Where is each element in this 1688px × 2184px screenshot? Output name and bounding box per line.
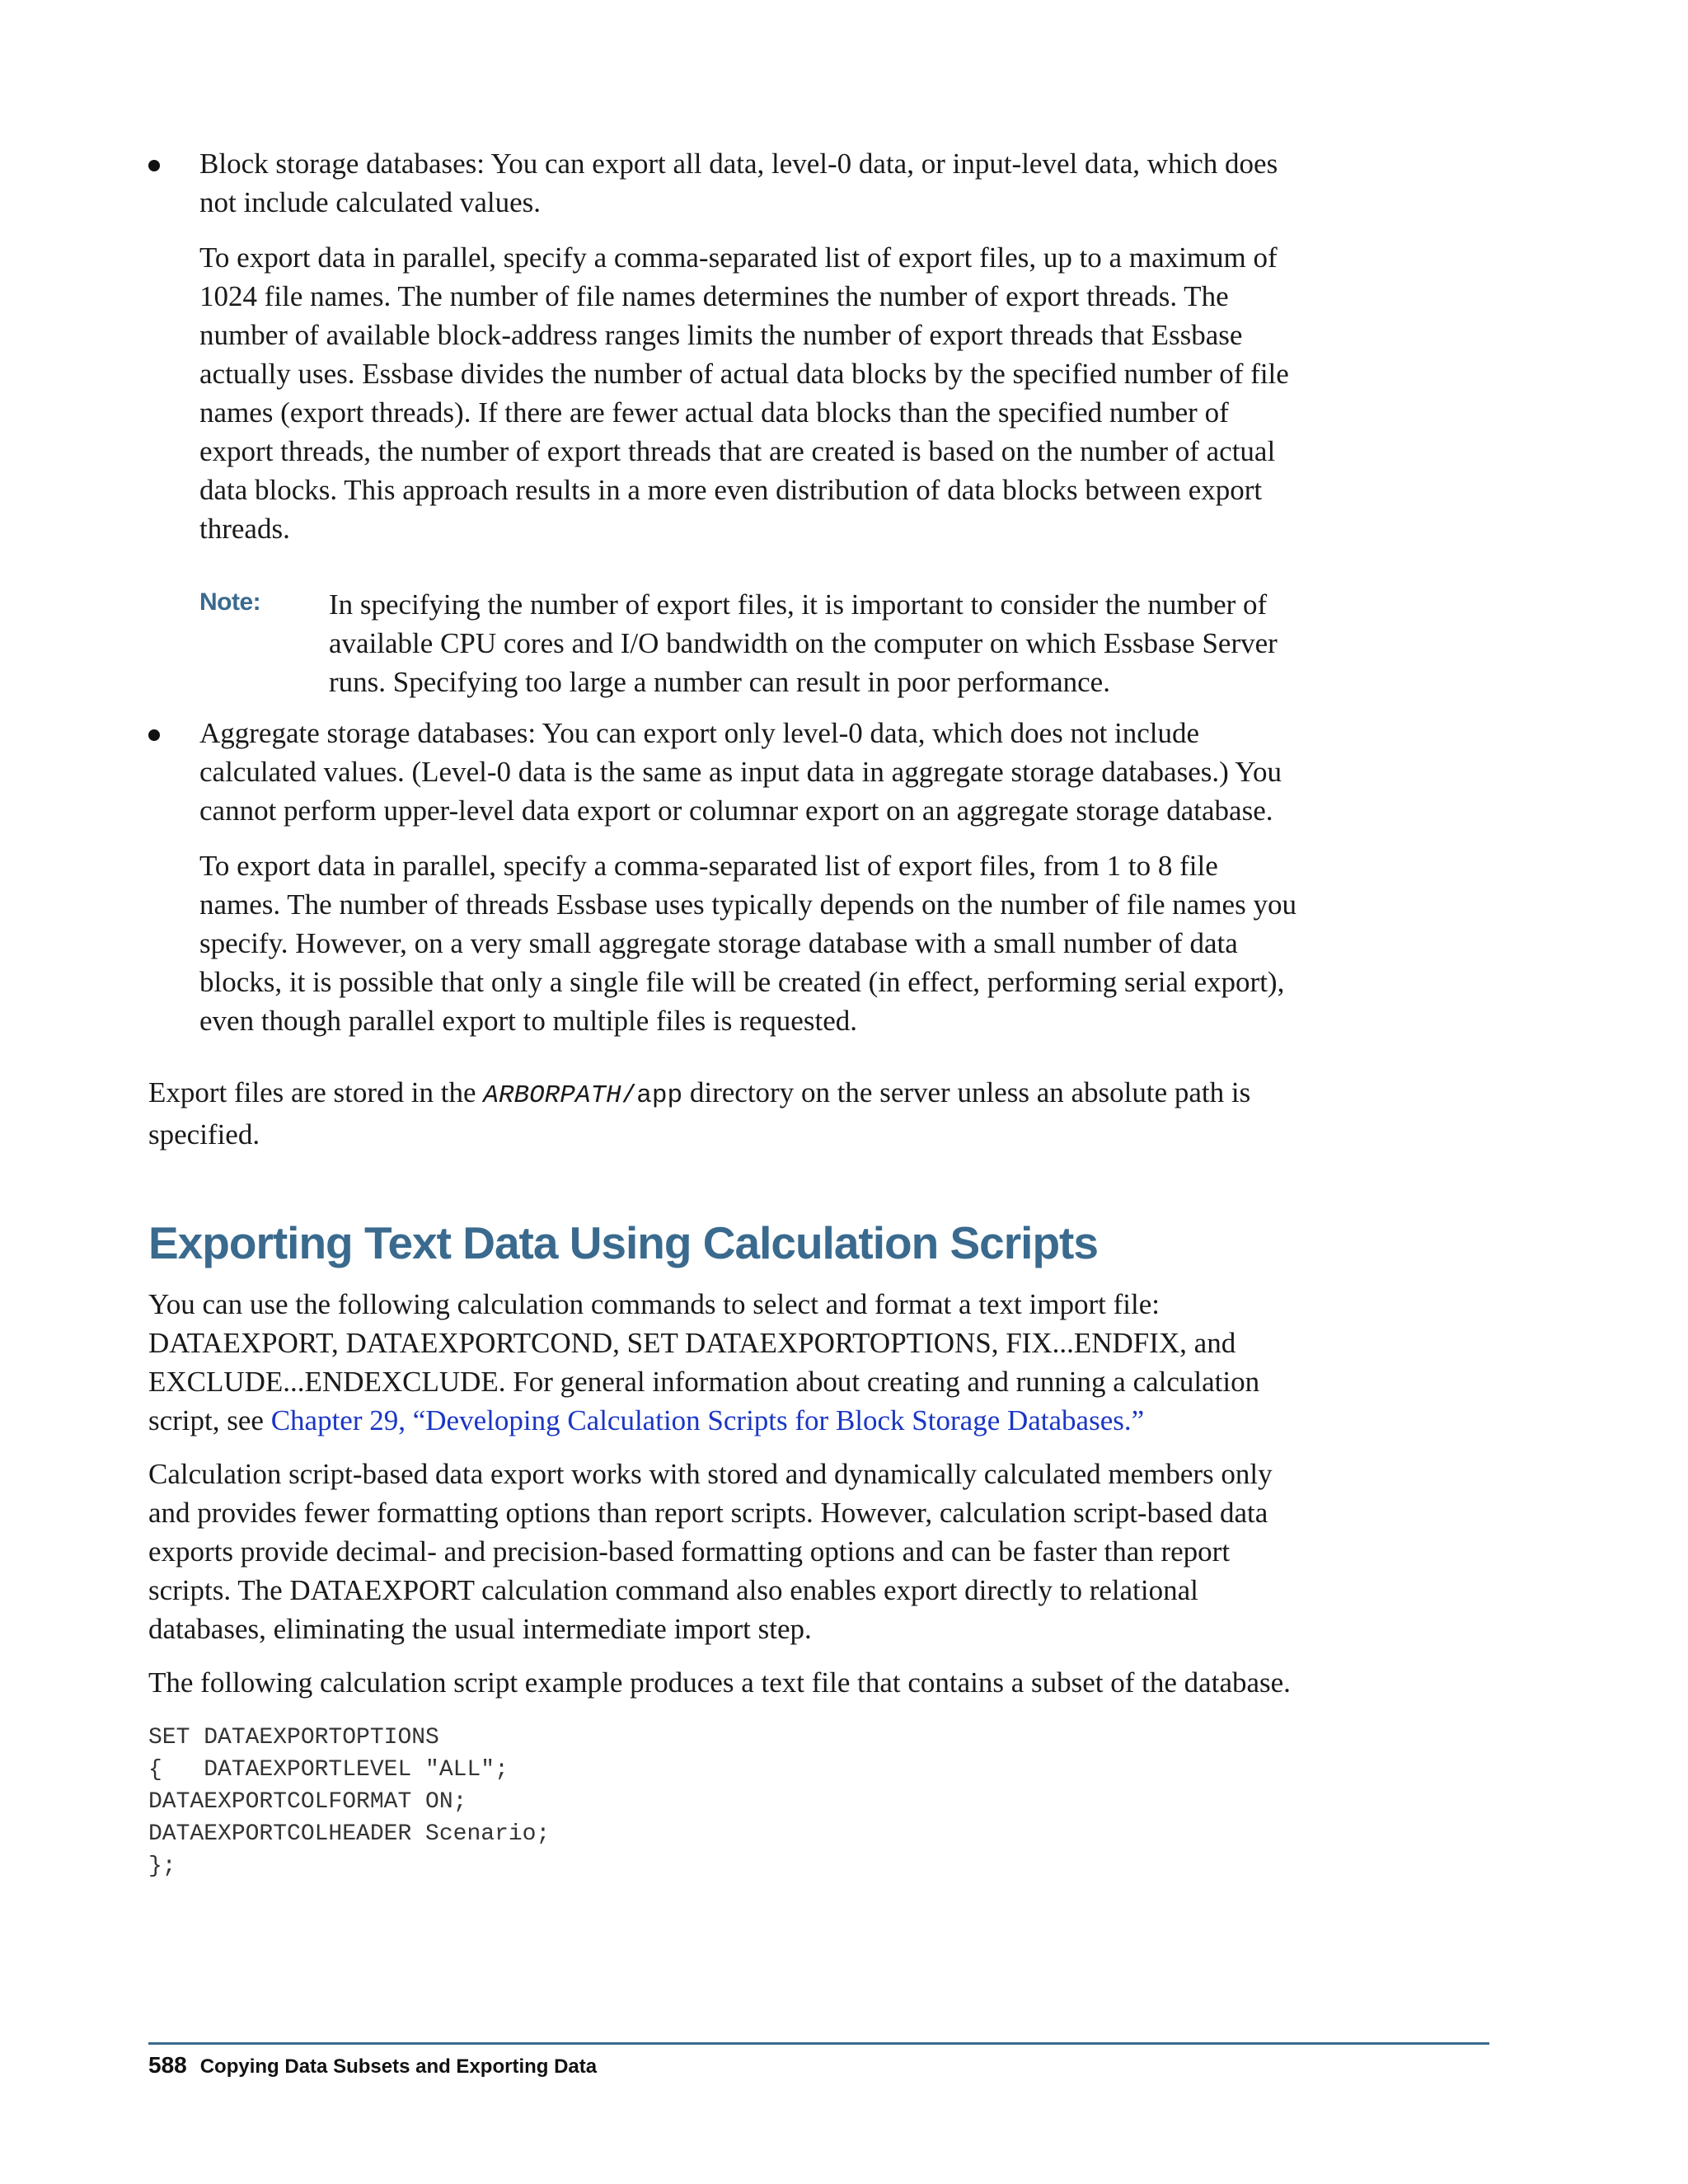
- footer-divider: [148, 2042, 1489, 2045]
- export-files-text-after: directory on the server unless an absolute path is specified.: [148, 1076, 1251, 1151]
- page-number: 588: [148, 2052, 187, 2078]
- bullet-icon: [148, 160, 160, 171]
- chapter-29-link[interactable]: Chapter 29, “Developing Calculation Scripts for Block Storage Databases.”: [270, 1404, 1145, 1436]
- bullet-item-block-storage: [148, 144, 1302, 548]
- export-path-rest: /app: [621, 1081, 683, 1110]
- export-files-paragraph: [148, 1073, 1302, 1154]
- bullet-paragraph: To export data in parallel, specify a comma-separated list of export files, from 1 to 8 file names. The number of threads Essbase uses typically depends on the number of file names you specify. However, on a very small aggregate storage database with a small number of data blocks, it is possible that only a single file will be created (in effect, performing serial export), even though parallel export to multiple files is requested.: [199, 850, 1296, 1037]
- section-paragraph: [148, 1285, 1302, 1440]
- section-paragraph-text: You can use the following calculation commands to select and format a text import file: DATAEXPORT, DATAEXPORTCOND, SET DATAEXPORTOPTIONS, FIX...ENDFIX, and EXCLUDE...ENDEXCLUDE. For general information about creating and running a calculation script, see: [148, 1288, 1260, 1436]
- section-heading: Exporting Text Data Using Calculation Scripts: [148, 1217, 1098, 1268]
- note-block: [199, 585, 1302, 701]
- section-paragraph: The following calculation script example produces a text file that contains a subset of the database.: [148, 1666, 1291, 1699]
- section-paragraph: Calculation script-based data export works with stored and dynamically calculated members only and provides fewer formatting options than report scripts. However, calculation script-based data exports provide decimal- and precision-based formatting options and can be faster than report scripts. The DATAEXPORT calculation command also enables export directly to relational databases, eliminating the usual intermediate import step.: [148, 1458, 1273, 1645]
- bullet-item-aggregate-storage: [148, 714, 1302, 1040]
- bullet-paragraph: Block storage databases: You can export all data, level-0 data, or input-level data, which does not include calculated values.: [199, 148, 1278, 218]
- bullet-paragraph: Aggregate storage databases: You can export only level-0 data, which does not include calculated values. (Level-0 data is the same as input data in aggregate storage databases.) You cannot perform upper-level data export or columnar export on an aggregate storage database.: [199, 717, 1282, 827]
- code-example: SET DATAEXPORTOPTIONS { DATAEXPORTLEVEL "ALL"; DATAEXPORTCOLFORMAT ON; DATAEXPORTCOLHEADER Scenario; };: [148, 1725, 551, 1879]
- export-files-text-before: Export files are stored in the: [148, 1076, 484, 1108]
- note-label: Note:: [199, 588, 261, 616]
- page-content: [148, 144, 1302, 1882]
- export-path-variable: ARBORPATH: [483, 1081, 621, 1110]
- footer-chapter-title: Copying Data Subsets and Exporting Data: [199, 2055, 598, 2078]
- bullet-icon: [148, 729, 160, 741]
- export-path: [483, 1081, 682, 1110]
- note-text: In specifying the number of export files, it is important to consider the number of available CPU cores and I/O bandwidth on the computer on which Essbase Server runs. Specifying too large a number can result in poor performance.: [329, 588, 1278, 698]
- page-footer: [148, 2052, 597, 2079]
- bullet-paragraph: To export data in parallel, specify a comma-separated list of export files, up to a maximum of 1024 file names. The number of file names determines the number of export threads. The number of available block-address ranges limits the number of export threads that Essbase actually uses. Essbase divides the number of actual data blocks by the specified number of file names (export threads). If there are fewer actual data blocks than the specified number of export threads, the number of export threads that are created is based on the number of actual data blocks. This approach results in a more even distribution of data blocks between export threads.: [199, 241, 1289, 545]
